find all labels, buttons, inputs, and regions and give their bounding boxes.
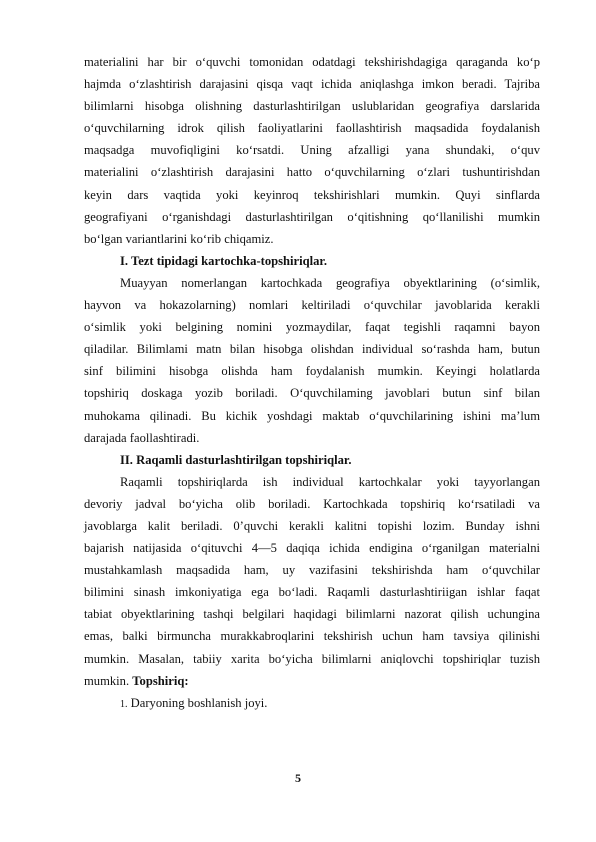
text-line: devoriy jadval bo‘yicha olib boriladi. Kartochkada topshiriq ko‘rsatiladi va: [84, 496, 540, 511]
text-line: emas, balki birmuncha murakkabroqlarini tekshirish uchun ham tavsiya qilinishi: [84, 629, 540, 644]
section-heading-1: I. Tezt tipidagi kartochka-topshiriqlar.: [120, 253, 328, 268]
list-item: [84, 692, 540, 716]
text-line: Raqamli topshiriqlarda ish individual kartochkalar yoki tayyorlangan: [120, 474, 540, 489]
text-line: o‘quvchilarning idrok qilish faoliyatlarini faollashtirish maqsadida foydalanish: [84, 121, 540, 136]
paragraph-3: [84, 471, 540, 692]
task-label: Topshiriq:: [132, 673, 189, 688]
text-line: bilimlarni hisobga olishning dasturlashtirilgan uslublaridan geografiya darslarida: [84, 99, 540, 114]
text-line: sinf bilimini hisobga olishda ham foydalanish mumkin. Keyingi holatlarda: [84, 364, 540, 379]
list-number: 1.: [120, 698, 128, 710]
text-line: materialini har bir o‘quvchi tomonidan odatdagi tekshirishdagiga qaraganda ko‘p: [84, 55, 540, 69]
text-line: mumkin. Masalan, tabiiy xarita bo‘yicha bilimlarni aniqlovchi topshiriqlar tuzish: [84, 651, 540, 666]
text-line: darajada faollashtiradi.: [84, 430, 200, 445]
page-number: 5: [295, 771, 301, 785]
text-line: bilimini sinash imkoniyatiga ega bo‘ladi. Raqamli dasturlashtiriigan ishlar faqat: [84, 585, 540, 600]
text-line: muhokama qilinadi. Bu kichik yoshdagi maktab o‘quvchilarining ishini ma’lum: [84, 408, 540, 423]
text-line: maqsadga muvofiqligini ko‘rsatdi. Uning afzalligi yana shundaki, o‘quv: [84, 143, 540, 158]
text-line: bajarish natijasida o‘qituvchi 4—5 daqiqa ichida endigina o‘rganilgan materialni: [84, 541, 540, 556]
text-line: tabiat obyektlarining tashqi belgilari haqidagi bilimlarni nazorat qilish uchungina: [84, 607, 540, 622]
text-line: mustahkamlash maqsadida ham, uy vazifasini tekshirishda ham o‘quvchilar: [84, 563, 540, 578]
text-line: [84, 670, 540, 692]
text-line: Muayyan nomerlangan kartochkada geografiya obyektlarining (o‘simlik,: [120, 275, 540, 290]
list-text: Daryoning boshlanish joyi.: [130, 695, 268, 710]
text-line: keyin dars vaqtida yoki keyinroq tekshirishlari mumkin. Quyi sinflarda: [84, 187, 540, 202]
text-line: materialini o‘zlashtirish darajasini hatto o‘quvchilarning o‘zlari tushuntirishdan: [84, 165, 540, 180]
text-line: qiladilar. Bilimlami matn bilan hisobga olishdan individual so‘rashda ham, butun: [84, 342, 540, 357]
document-page: [84, 51, 540, 716]
paragraph-1: [84, 51, 540, 250]
paragraph-2: [84, 272, 540, 449]
text-line: topshiriq doskaga yozib boriladi. O‘quvchilaming javoblari butun sinf bilan: [84, 386, 540, 401]
text-line: hayvon va hokazolarning) nomlari keltiriladi o‘quvchilar javoblarida kerakli: [84, 298, 540, 313]
text-line: bo‘lgan variantlarini ko‘rib chiqamiz.: [84, 231, 274, 246]
text-line: o‘simlik yoki belgining nomini yozmaydilar, faqat tegishli raqamni bayon: [84, 320, 540, 335]
section-heading-2: II. Raqamli dasturlashtirilgan topshiriqlar.: [120, 452, 352, 467]
text-line: javoblarga kalit beriladi. 0’quvchi kerakli kalitni topishi lozim. Bunday ishni: [84, 518, 540, 533]
text-plain: mumkin.: [84, 673, 130, 688]
text-line: hajmda o‘zlashtirish darajasini qisqa vaqt ichida aniqlashga imkon beradi. Tajriba: [84, 77, 540, 92]
text-line: geografiyani o‘rganishdagi dasturlashtirilgan o‘qitishning qo‘llanilishi mumkin: [84, 209, 540, 224]
